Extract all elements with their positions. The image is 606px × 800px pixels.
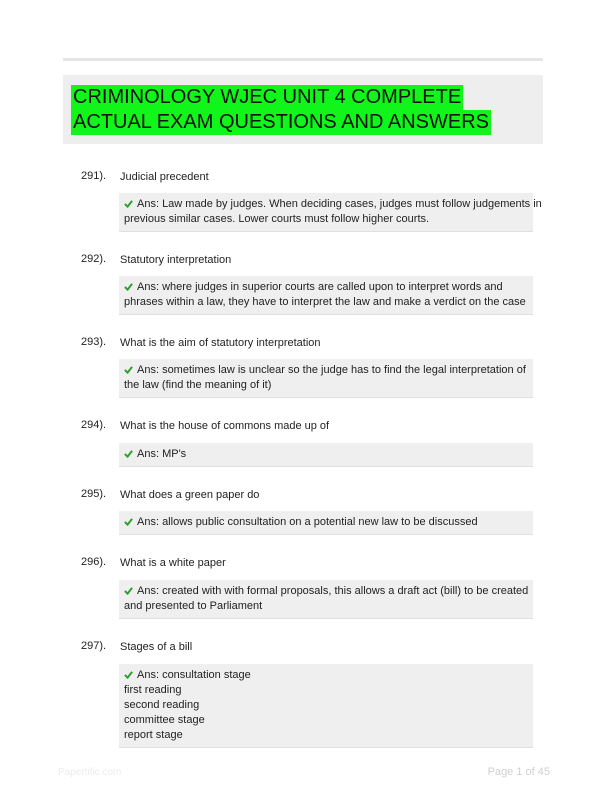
checkmark-icon xyxy=(124,449,133,458)
page-number: Page 1 of 45 xyxy=(487,766,550,778)
answer-line: Ans: MP's xyxy=(124,447,528,462)
answer-line: and presented to Parliament xyxy=(124,600,263,612)
answer-box xyxy=(119,193,542,232)
answer-box xyxy=(119,664,533,748)
answer-line: phrases within a law, they have to interpret the law and make a verdict on the case xyxy=(124,296,526,308)
question-number: 294). xyxy=(81,419,107,431)
answer-line: report stage xyxy=(124,729,183,741)
question-number: 291). xyxy=(81,170,107,182)
answer-box xyxy=(119,580,533,619)
answer-line: Ans: allows public consultation on a potential new law to be discussed xyxy=(124,515,528,530)
question-text: What is the aim of statutory interpretation xyxy=(120,337,321,349)
title-line-2: ACTUAL EXAM QUESTIONS AND ANSWERS xyxy=(73,111,490,133)
question-text: Stages of a bill xyxy=(120,641,193,653)
question-number: 297). xyxy=(81,640,107,652)
question-text: What is the house of commons made up of xyxy=(120,420,330,432)
title-banner xyxy=(63,75,543,144)
checkmark-icon xyxy=(124,670,133,679)
top-divider xyxy=(63,58,543,61)
footer-watermark: Papertific.com xyxy=(58,767,122,778)
question-number: 295). xyxy=(81,488,107,500)
question-text: What does a green paper do xyxy=(120,489,260,501)
checkmark-icon xyxy=(124,282,133,291)
answer-line: Ans: created with with formal proposals, this allows a draft act (bill) to be created xyxy=(124,584,528,599)
question-number: 292). xyxy=(81,253,107,265)
question-number: 293). xyxy=(81,336,107,348)
answer-line: Ans: where judges in superior courts are called upon to interpret words and xyxy=(124,280,528,295)
answer-line: first reading xyxy=(124,684,182,696)
answer-line: Ans: sometimes law is unclear so the judge has to find the legal interpretation of xyxy=(124,363,528,378)
title-line-1: CRIMINOLOGY WJEC UNIT 4 COMPLETE xyxy=(73,86,462,108)
answer-line: Ans: Law made by judges. When deciding cases, judges must follow judgements in xyxy=(124,197,528,212)
answer-box xyxy=(119,511,533,535)
question-number: 296). xyxy=(81,556,107,568)
checkmark-icon xyxy=(124,199,133,208)
question-text: Judicial precedent xyxy=(120,171,209,183)
document-title xyxy=(71,85,491,135)
answer-line: second reading xyxy=(124,699,200,711)
answer-box xyxy=(119,443,533,467)
answer-box xyxy=(119,359,533,398)
answer-line: Ans: consultation stage xyxy=(124,668,528,683)
answer-line: committee stage xyxy=(124,714,205,726)
answer-box xyxy=(119,276,533,315)
checkmark-icon xyxy=(124,517,133,526)
question-text: What is a white paper xyxy=(120,557,226,569)
checkmark-icon xyxy=(124,586,133,595)
answer-line: previous similar cases. Lower courts must follow higher courts. xyxy=(124,213,430,225)
question-text: Statutory interpretation xyxy=(120,254,232,266)
answer-line: the law (find the meaning of it) xyxy=(124,379,272,391)
checkmark-icon xyxy=(124,365,133,374)
